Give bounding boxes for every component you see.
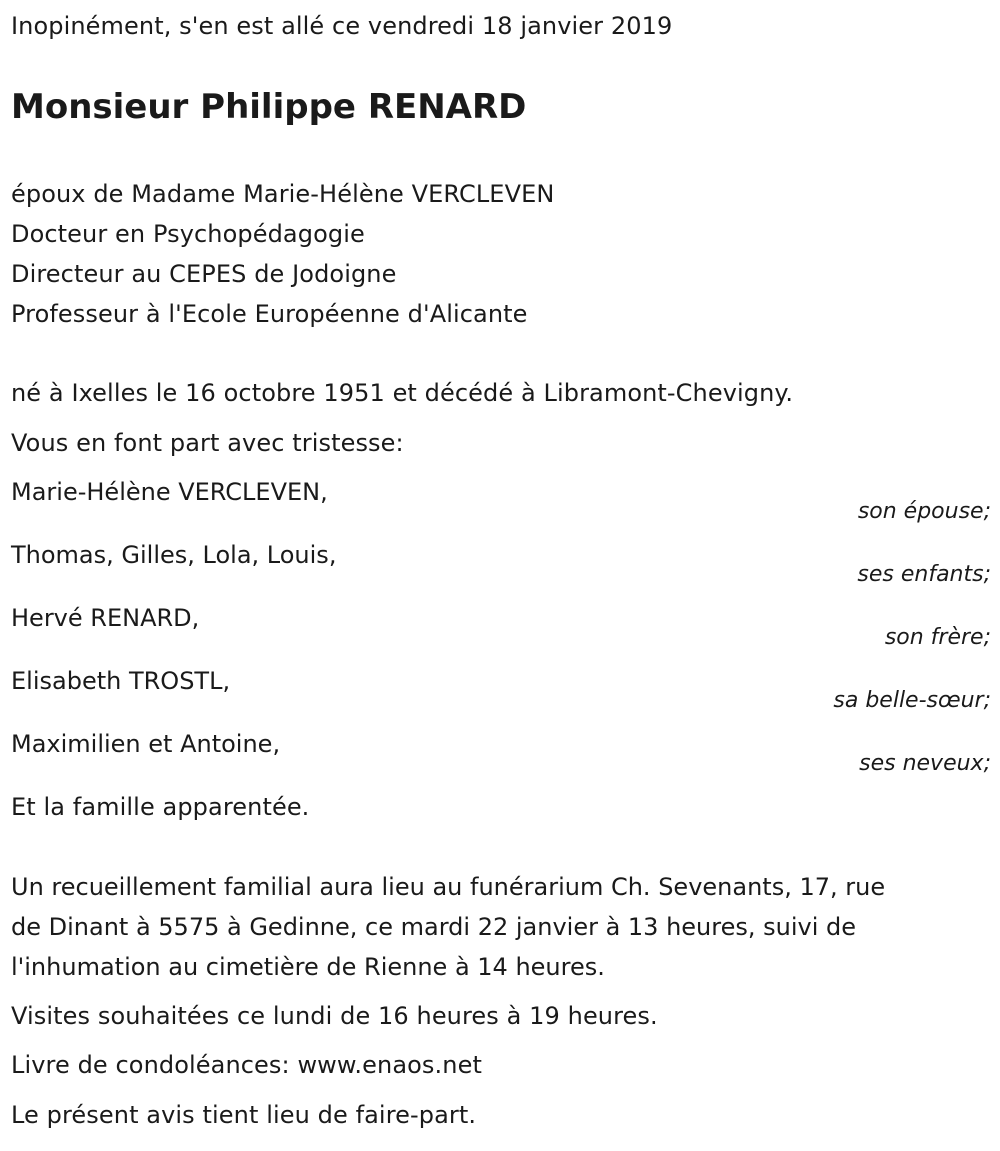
condolences-line [11, 1045, 482, 1085]
notice-line: Le présent avis tient lieu de faire-part. [11, 1101, 477, 1129]
family-member [11, 598, 991, 658]
condolences-label: Livre de condoléances: [11, 1051, 298, 1079]
family-member-relation: son frère; [884, 625, 991, 650]
family-member-relation: sa belle-sœur; [833, 688, 991, 713]
family-member-names: Thomas, Gilles, Lola, Louis, [11, 541, 337, 569]
family-member-names: Maximilien et Antoine, [11, 730, 281, 758]
family-member-relation: ses enfants; [857, 562, 991, 587]
family-member [11, 472, 991, 532]
ceremony-line: l'inhumation au cimetière de Rienne à 14 heures. [11, 953, 605, 981]
deceased-name: Monsieur Philippe RENARD [11, 87, 527, 127]
family-member-relation: son épouse; [857, 499, 991, 524]
ceremony-paragraph [11, 867, 986, 987]
ceremony-line: Un recueillement familial aura lieu au funérarium Ch. Sevenants, 17, rue [11, 873, 886, 901]
titles-block [11, 174, 554, 334]
family-closing-line: Et la famille apparentée. [11, 793, 310, 821]
ceremony-line: de Dinant à 5575 à Gedinne, ce mardi 22 janvier à 13 heures, suivi de [11, 913, 857, 941]
family-member-names: Hervé RENARD, [11, 604, 200, 632]
birth-death-line: né à Ixelles le 16 octobre 1951 et décédé à Libramont-Chevigny. [11, 379, 794, 407]
family-member-relation: ses neveux; [859, 751, 991, 776]
family-member-names: Elisabeth TROSTL, [11, 667, 231, 695]
family-member [11, 724, 991, 784]
family-member-names: Marie-Hélène VERCLEVEN, [11, 478, 328, 506]
title-line: Directeur au CEPES de Jodoigne [11, 260, 397, 288]
title-line: époux de Madame Marie-Hélène VERCLEVEN [11, 180, 555, 208]
intro-text: Inopinément, s'en est allé ce vendredi 18 janvier 2019 [11, 12, 673, 40]
condolences-link[interactable]: www.enaos.net [297, 1051, 482, 1079]
family-member [11, 661, 991, 721]
announcement-line: Vous en font part avec tristesse: [11, 429, 404, 457]
title-line: Docteur en Psychopédagogie [11, 220, 365, 248]
title-line: Professeur à l'Ecole Européenne d'Alicante [11, 300, 528, 328]
family-member [11, 535, 991, 595]
visits-line: Visites souhaitées ce lundi de 16 heures à 19 heures. [11, 1002, 658, 1030]
